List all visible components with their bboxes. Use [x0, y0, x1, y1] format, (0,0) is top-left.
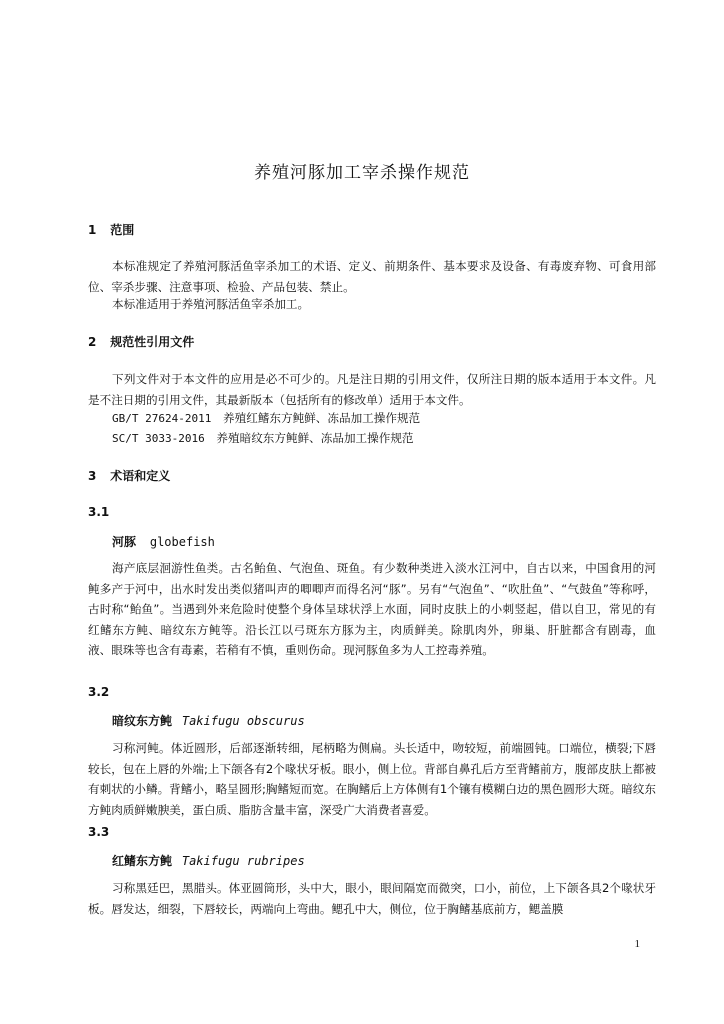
reference-code: SC/T 3033-2016 — [112, 432, 205, 445]
paragraph: 本标准适用于养殖河豚活鱼宰杀加工。 — [112, 297, 310, 311]
section-2-heading — [88, 333, 194, 350]
section-title: 范围 — [110, 223, 135, 237]
term-english: globefish — [149, 535, 215, 549]
paragraph: 本标准规定了养殖河豚活鱼宰杀加工的术语、定义、前期条件、基本要求及设备、有毒废弃物、可食用部位、宰杀步骤、注意事项、检验、产品包装、禁止。 — [88, 259, 656, 294]
paragraph: 下列文件对于本文件的应用是必不可少的。凡是注日期的引用文件，仅所注日期的版本适用于本文件。凡是不注日期的引用文件，其最新版本（包括所有的修改单）适用于本文件。 — [88, 372, 656, 407]
reference-title: 养殖暗纹东方鲀鲜、冻品加工操作规范 — [216, 431, 414, 445]
term-latin — [182, 714, 305, 728]
section-title: 术语和定义 — [110, 469, 171, 483]
term-entry — [112, 712, 305, 729]
term-entry — [112, 852, 305, 869]
clause-number: 3.3 — [88, 825, 110, 839]
reference-code: GB/T 27624-2011 — [112, 412, 212, 425]
section-number: 3 — [88, 469, 97, 483]
paragraph: 习称河鲀。体近圆形，后部逐渐转细，尾柄略为侧扁。头长适中，吻较短，前端圆钝。口端位，横裂;下唇较长，包在上唇的外端;上下颌各有2个喙状牙板。眼小，侧上位。背部自鼻孔后方至背鳍前方，腹部皮肤上都被有刺状的小鳞。背鳍小，略呈圆形;胸鳍短而宽。在胸鳍后上方体侧有1个镶有模糊白边的黑色圆形大斑。暗纹东方鲀肉质鲜嫩腴美，蛋白质、脂肪含量丰富，深受广大消费者喜爱。 — [88, 741, 656, 817]
term-entry — [112, 533, 215, 550]
section-title: 规范性引用文件 — [110, 335, 195, 349]
term-latin-name: Takifugu obscurus — [181, 714, 305, 728]
term-chinese: 暗纹东方鲀 — [112, 714, 173, 728]
page-number: 1 — [634, 938, 640, 950]
clause-number: 3.2 — [88, 685, 110, 699]
term-chinese: 红鳍东方鲀 — [112, 854, 173, 868]
term-latin — [182, 854, 305, 868]
section-1-heading — [88, 221, 134, 238]
document-title: 养殖河豚加工宰杀操作规范 — [254, 163, 470, 183]
reference-title: 养殖红鳍东方鲀鲜、冻品加工操作规范 — [223, 411, 421, 425]
normative-reference — [112, 410, 420, 426]
term-chinese: 河豚 — [112, 535, 137, 549]
paragraph: 习称黑廷巴，黑腊头。体亚圆筒形，头中大，眼小，眼间隔宽而微突，口小，前位，上下颌各具2个喙状牙板。唇发达，细裂，下唇较长，两端向上弯曲。鳃孔中大，侧位，位于胸鳍基底前方，鳃盖膜 — [88, 881, 656, 916]
clause-number: 3.1 — [88, 505, 110, 519]
section-number: 2 — [88, 335, 97, 349]
normative-reference — [112, 430, 414, 446]
paragraph: 海产底层洄游性鱼类。古名鲐鱼、气泡鱼、斑鱼。有少数种类进入淡水江河中，自古以来，中国食用的河鲀多产于河中，出水时发出类似猪叫声的唧唧声而得名河“豚”。另有“气泡鱼”、“吹肚鱼”、“气鼓鱼”等称呼，古时称“鲐鱼”。当遇到外来危险时使整个身体呈球状浮上水面，同时皮肤上的小刺竖起，借以自卫，常见的有红鳍东方鲀、暗纹东方鲀等。沿长江以弓斑东方豚为主，肉质鲜美。除肌肉外，卵巢、肝脏都含有剧毒，血液、眼珠等也含有毒素，若稍有不慎，重则伤命。现河豚鱼多为人工控毒养殖。 — [88, 561, 656, 657]
section-number: 1 — [88, 223, 97, 237]
term-latin-name: Takifugu rubripes — [181, 854, 305, 868]
section-3-heading — [88, 467, 170, 484]
